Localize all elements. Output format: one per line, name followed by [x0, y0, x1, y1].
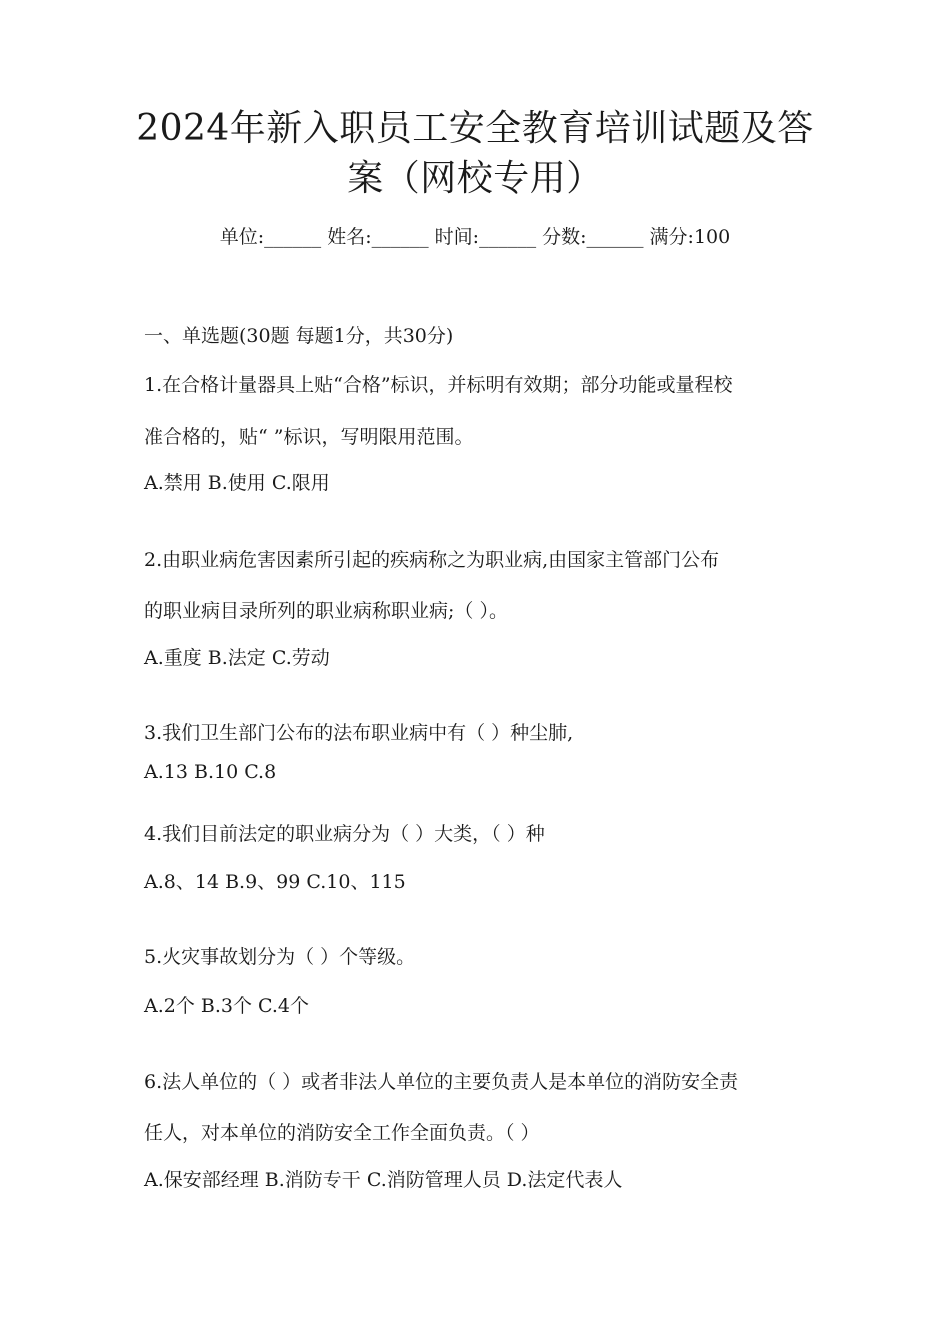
question-text: 2.由职业病危害因素所引起的疾病称之为职业病,由国家主管部门公布: [144, 549, 720, 571]
document-title-line-1: 2024年新入职员工安全教育培训试题及答: [136, 108, 814, 149]
question-text: 的职业病目录所列的职业病称职业病;（ ）。: [144, 600, 508, 622]
question-text: 准合格的，贴“ ”标识，写明限用范围。: [144, 426, 474, 448]
question-text: 6.法人单位的（ ）或者非法人单位的主要负责人是本单位的消防安全责: [144, 1071, 739, 1093]
question-text: 4.我们目前法定的职业病分为（ ）大类，（ ）种: [144, 823, 545, 845]
question-options: A.禁用 B.使用 C.限用: [144, 472, 330, 494]
header-fields: 单位:______ 姓名:______ 时间:______ 分数:______ 满分:100: [219, 226, 731, 248]
question-options: A.2个 B.3个 C.4个: [144, 995, 310, 1017]
question-text: 任人，对本单位的消防安全工作全面负责。（ ）: [144, 1122, 540, 1144]
question-text: 1.在合格计量器具上贴“合格”标识，并标明有效期；部分功能或量程校: [144, 374, 733, 396]
question-text: 3.我们卫生部门公布的法布职业病中有（ ）种尘肺,: [144, 722, 574, 744]
section-heading: 一、单选题(30题 每题1分，共30分): [144, 325, 454, 347]
question-options: A.8、14 B.9、99 C.10、115: [144, 871, 406, 893]
question-text: 5.火灾事故划分为（ ）个等级。: [144, 946, 416, 968]
question-options: A.保安部经理 B.消防专干 C.消防管理人员 D.法定代表人: [144, 1169, 623, 1191]
question-options: A.13 B.10 C.8: [144, 761, 277, 783]
document-title-line-2: 案（网校专用）: [347, 158, 603, 199]
question-options: A.重度 B.法定 C.劳动: [144, 647, 330, 669]
